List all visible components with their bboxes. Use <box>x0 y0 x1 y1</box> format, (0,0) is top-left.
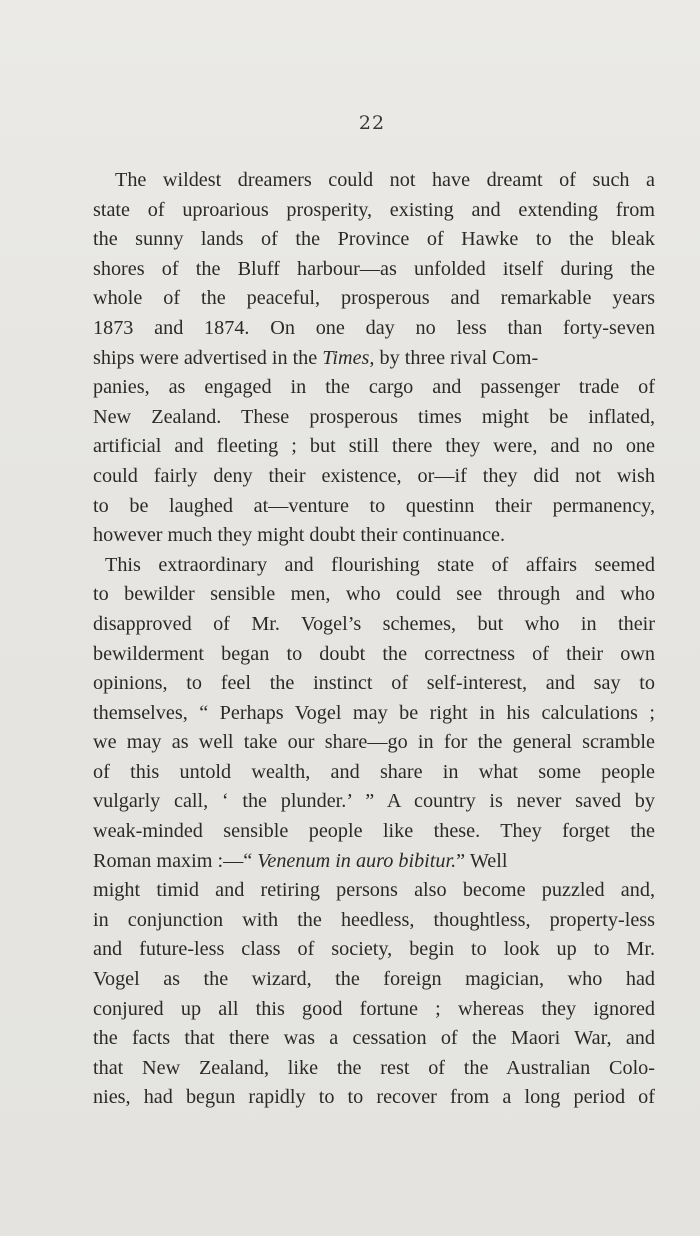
text-line: New Zealand. These prosperous times might be inflated, <box>93 405 655 428</box>
text-line: nies, had begun rapidly to to recover from a long period of <box>93 1086 655 1109</box>
text-line: bewilderment began to doubt the correctness of their own <box>93 642 655 665</box>
text-line-mixed <box>93 847 655 877</box>
text-line: might timid and retiring persons also become puzzled and, <box>93 879 655 902</box>
text-line: whole of the peaceful, prosperous and remarkable years <box>93 287 655 310</box>
text-line: that New Zealand, like the rest of the Australian Colo- <box>93 1056 655 1079</box>
page-number: 22 <box>358 112 386 134</box>
italic-latin-maxim: Venenum in auro bibitur. <box>257 849 457 872</box>
text-line-mixed <box>93 344 655 374</box>
paragraph-2 <box>93 551 655 1113</box>
text-line: however much they might doubt their continuance. <box>93 524 506 547</box>
text-line: conjured up all this good fortune ; whereas they ignored <box>93 997 655 1020</box>
text-line: of this untold wealth, and share in what some people <box>93 760 655 783</box>
text-segment: ships were advertised in the <box>93 346 323 369</box>
text-line: Vogel as the wizard, the foreign magician, who had <box>93 968 655 991</box>
text-line: The wildest dreamers could not have dreamt of such a <box>115 169 655 191</box>
italic-title-times: Times, <box>322 346 375 369</box>
text-line: could fairly deny their existence, or—if they did not wish <box>93 464 655 487</box>
text-line: themselves, “ Perhaps Vogel may be right in his calculations ; <box>93 701 655 724</box>
text-line: and future-less class of society, begin to look up to Mr. <box>93 938 655 961</box>
text-line: opinions, to feel the instinct of self-interest, and say to <box>93 672 655 695</box>
text-line: weak-minded sensible people like these. They forget the <box>93 820 655 843</box>
text-line: to bewilder sensible men, who could see through and who <box>93 583 655 606</box>
text-line: to be laughed at—venture to questinn their permanency, <box>93 494 655 517</box>
text-segment: by three rival Com- <box>374 346 539 369</box>
text-segment: ” Well <box>456 849 508 872</box>
text-line: shores of the Bluff harbour—as unfolded itself during the <box>93 257 655 280</box>
text-line: This extraordinary and flourishing state of affairs seemed <box>105 553 655 576</box>
text-line: 1873 and 1874. On one day no less than forty-seven <box>93 316 655 339</box>
paragraph-1 <box>93 166 655 551</box>
text-line: the sunny lands of the Province of Hawke to the bleak <box>93 228 655 251</box>
text-line: in conjunction with the heedless, thoughtless, property-less <box>93 908 655 931</box>
text-segment: Roman maxim :—“ <box>93 849 258 872</box>
text-line: panies, as engaged in the cargo and passenger trade of <box>93 376 655 399</box>
text-line: vulgarly call, ‘ the plunder.’ ” A country is never saved by <box>93 790 655 813</box>
text-line: we may as well take our share—go in for the general scramble <box>93 731 655 754</box>
text-line: state of uproarious prosperity, existing and extending from <box>93 198 655 221</box>
text-line: artificial and fleeting ; but still there they were, and no one <box>93 435 655 458</box>
body-text <box>93 166 655 1113</box>
text-line: disapproved of Mr. Vogel’s schemes, but who in their <box>93 612 655 635</box>
text-line: the facts that there was a cessation of the Maori War, and <box>93 1027 655 1050</box>
